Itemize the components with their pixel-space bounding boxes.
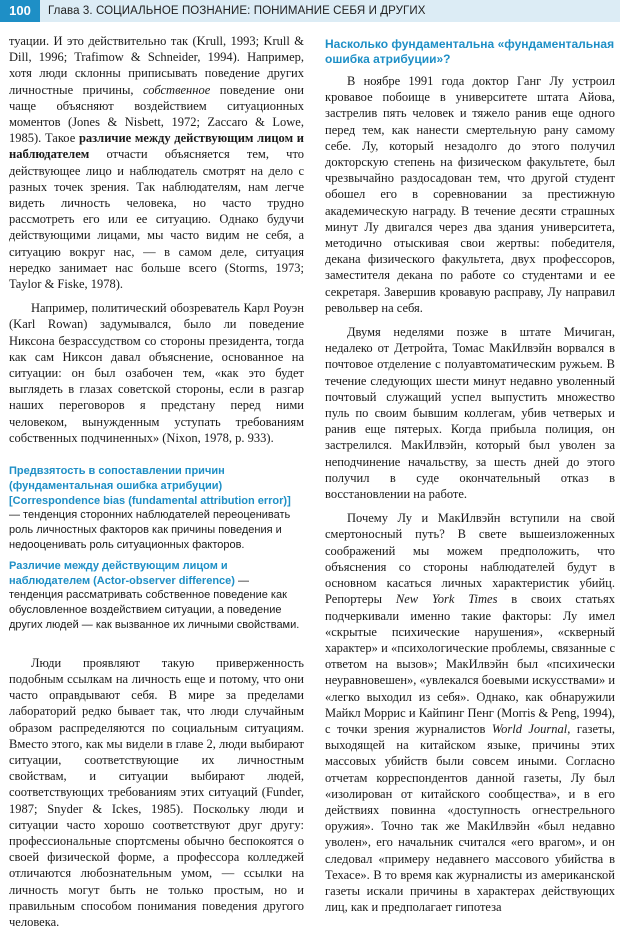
emphasis-text: собственное [143,82,211,97]
paragraph [325,510,615,915]
paragraph: В ноябре 1991 года доктор Ганг Лу устроил кровавое побоище в университете штата Айова, застрелив пять человек и тяжело ранив еще одного перед тем, как нанести смертельную рану самому себе. Лу, который незадолго до этого получил докторскую степень на физическом факультете, был чрезвычайно раздосадован тем, что другой студент обошел его в соревновании за престижную академическую награду. В течение десяти страшных минут Лу двигался через два здания университета, методично отыскивая свои жертвы: победителя, декана физического факультета, двух профессоров, заместителя декана по работе со студентами и ее секретаря. Завершив кровавую расправу, Лу направил револьвер на себя. [325,74,615,315]
definition-text: — тенденция сторонних наблюдателей переоценивать роль личностных факторов как причины поведения и недооценивать роль ситуационных факторов. [9,509,291,552]
text-run: , газеты, выходящей на китайском языке, причины этих массовых убийств были совсем иными. Согласно отчетам корреспондентов данной газеты, Лу был «изолирован от китайского сообщества», и в его действиях повинна «доступность огнестрельного оружия». Точно так же МакИлвэйн «был недавно уволен», его начальник считался «его врагом», и он следовал «примеру недавнего массового убийства в Техасе». В то время как журналисты из американской газеты искали причины в характерах действующих лиц, как и предполагает гипотеза [325,721,615,915]
definition-text: — тенденция рассматривать собственное поведение как обусловленное воздействием ситуации, а поведение других людей — как вызванное их личными свойствами. [9,574,300,632]
page-header [0,0,620,22]
right-column [325,33,615,915]
paragraph [9,33,304,292]
emphasis-text: New York Times [395,592,498,607]
definitions-box [9,464,304,633]
text-run: туации. И это действительно так (Krull, 1993; Krull & Dill, 1996; Trafimow & Schneider, 1994). Например, хотя люди склонны приписывать поведение других личностные причины, [9,34,304,97]
emphasis-text: World Journal [491,721,568,736]
left-column [9,33,304,930]
text-run: в своих статьях подчеркивали именно такие факторы: Лу имел «скрытые психические нарушения», «скверный характер» и «психологические проблемы, связанные с ответом на вызов»; МакИлвэйн был «психически неуравновешен», «увлекался боевыми искусствами» и «легко выходил из себя». Однако, как обнаружили Майкл Моррис и Кайпинг Пенг (Morris & Peng, 1994), с точки зрения журналистов [325,592,616,736]
paragraph: Двумя неделями позже в штате Мичиган, недалеко от Детройта, Томас МакИлвэйн ворвался в почтовое отделение с полуавтоматическим ружьем. В течение следующих шести минут недавно уволенный почтовый служащий успел выпустить множество пуль по своим бывшим коллегам, убив четверых и ранив еще пятерых. Когда прибыла полиция, он застрелился. МакИлвэйн, который был уволен за неподчинение начальству, за шесть дней до этого получил в суде окончательный отказ в восстановлении на работе. [325,325,615,502]
page-number: 100 [0,0,40,22]
sidebar-title: Насколько фундаментальна «фундаментальная ошибка атрибуции»? [325,37,615,66]
text-run: отчасти объясняется тем, что действующее лицо и наблюдатель смотрят на дело с разных точек зрения. Так наблюдателям, нам легче видеть личность человека, но часто трудно рассмотреть его или ее ситуацию. Однако будучи действующими лицами, мы часто видим не себя, а ситуацию вокруг нас, — в самом деле, ситуация нередко занимает нас больше всего (Storms, 1973; Taylor & Fiske, 1978). [9,147,304,292]
definition-actor-observer [9,559,304,633]
running-head: Глава 3. СОЦИАЛЬНОЕ ПОЗНАНИЕ: ПОНИМАНИЕ СЕБЯ И ДРУГИХ [48,5,426,17]
paragraph: Например, политический обозреватель Карл Роуэн (Karl Rowan) задумывался, было ли поведение Никсона безрассудством со стороны президента, тогда как сам Никсон давал объяснение, основанное на ситуации: он был озабочен тем, «как это будет выглядеть в глазах советской стороны, если в разгар наших переговоров я предстану перед ними человеком, вынужденным уступать требованиям собственных подчиненных» (Nixon, 1978, p. 933). [9,301,304,445]
definition-correspondence-bias [9,464,304,553]
paragraph: Люди проявляют такую приверженность подобным ссылкам на личность еще и потому, что они часто оправдывают себя. В мире за пределами лабораторий редко бывает так, что люди случайным образом распределяются по социальным ситуациям. Вместо этого, как мы видели в главе 2, люди выбирают ситуации, соответствующие их личностным свойствам, и ситуации выбирают людей, соответствующих требованиям этих ситуаций (Funder, 1987; Snyder & Ickes, 1985). Поскольку люди и ситуации часто хорошо соответствуют друг другу: профессиональные спортсмены обычно беспокоятся о своей физической форме, а профессора колледжей отличаются любознательным умом, — ссылки на личность могут быть не только простым, но и правильным способом понимания поведения другого человека. [9,655,304,930]
definition-term: Предвзятость в сопоставлении причин (фундаментальная ошибка атрибуции) [Correspondence bias (fundamental attribution error)] [9,465,291,507]
text-run: поведение они чаще объясняют воздействием ситуационных моментов (Jones & Nisbett, 1972; Zaccaro & Lowe, 1985). Такое [9,82,304,146]
bold-term: различие между действующим лицом и наблюдателем [9,131,304,162]
text-run: Почему Лу и МакИлвэйн вступили на свой смертоносный путь? В свете вышеизложенных соображений мы можем предположить, что объяснения со стороны наблюдателей будут в основном касаться личных характеристик убийц. Репортеры [325,511,615,607]
definition-term: Различие между действующим лицом и наблюдателем (Actor-observer difference) [9,559,235,587]
